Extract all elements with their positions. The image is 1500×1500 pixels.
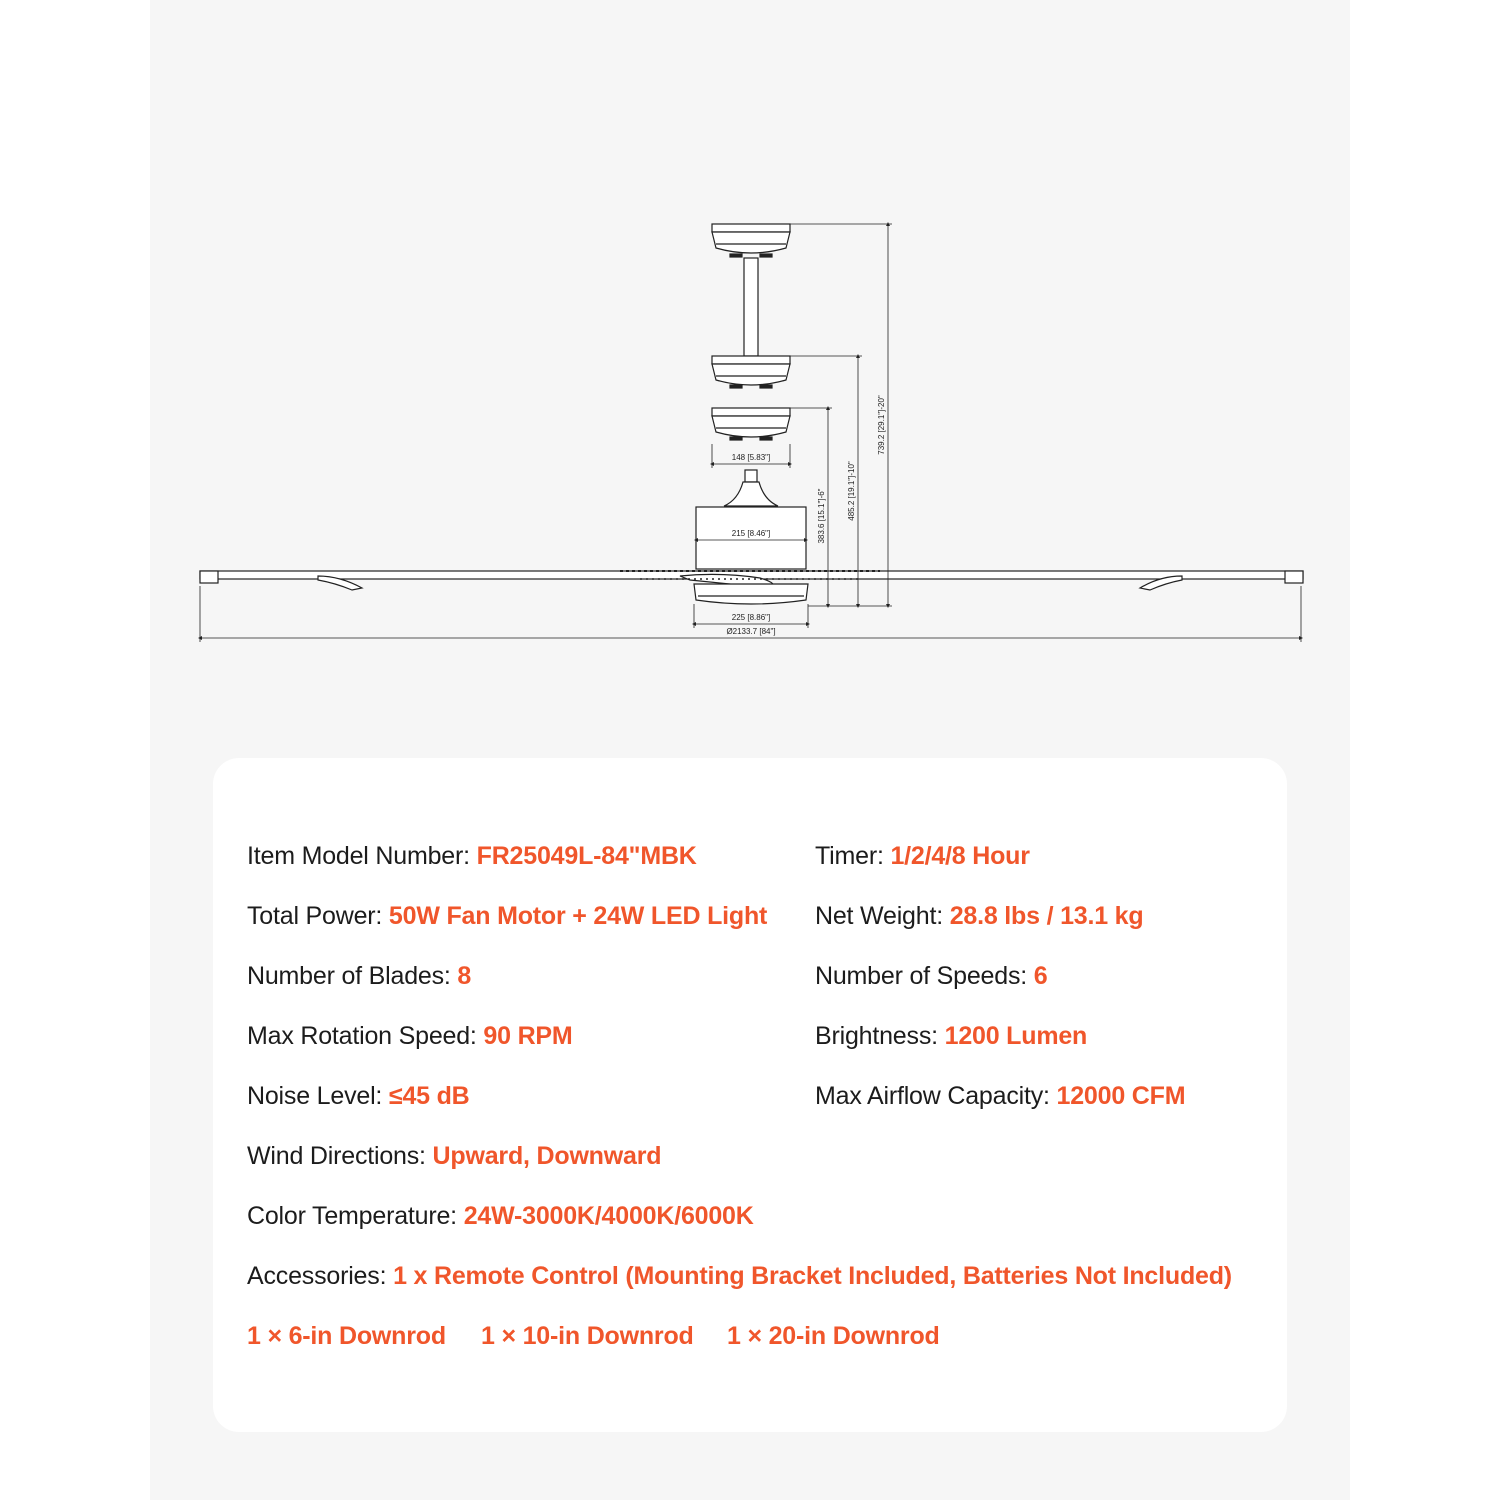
spec-label: Noise Level: [247, 1082, 383, 1110]
spec-value: 12000 CFM [1056, 1082, 1186, 1110]
spec-label: Max Airflow Capacity: [815, 1082, 1050, 1110]
spec-label: Item Model Number: [247, 842, 470, 870]
spec-label: Net Weight: [815, 902, 943, 930]
spec-label: Number of Blades: [247, 962, 451, 990]
spec-noise-level [247, 1082, 470, 1111]
spec-value: 1/2/4/8 Hour [890, 842, 1030, 870]
spec-value: Upward, Downward [432, 1142, 662, 1170]
spec-net-weight [815, 902, 1143, 931]
spec-label: Timer: [815, 842, 884, 870]
spec-label: Accessories: [247, 1262, 387, 1290]
canopy-middle [712, 356, 790, 388]
height-6in-label: 383.6 [15.1"]-6" [817, 488, 826, 544]
led-light-kit [694, 584, 808, 604]
spec-model-number [247, 842, 697, 871]
spec-label: Brightness: [815, 1022, 938, 1050]
accessory-downrod-6in: 1 × 6-in Downrod [247, 1322, 446, 1350]
spec-accessories [247, 1262, 1232, 1291]
spec-value: 8 [457, 962, 472, 990]
spec-value: 1200 Lumen [944, 1022, 1088, 1050]
spec-number-of-blades [247, 962, 471, 991]
spec-brightness [815, 1022, 1087, 1051]
spec-wind-directions [247, 1142, 661, 1171]
spec-value: 90 RPM [483, 1022, 573, 1050]
motor-housing [696, 507, 806, 569]
spec-max-rotation-speed [247, 1022, 573, 1051]
canopy-lower [712, 408, 790, 440]
accessory-downrod-20in: 1 × 20-in Downrod [727, 1322, 940, 1350]
spec-value: 6 [1033, 962, 1048, 990]
spec-value: 28.8 lbs / 13.1 kg [949, 902, 1144, 930]
spec-value: ≤45 dB [388, 1082, 470, 1110]
motor-neck [724, 470, 778, 506]
spec-label: Max Rotation Speed: [247, 1022, 477, 1050]
spec-value: FR25049L-84"MBK [476, 842, 697, 870]
spec-max-airflow [815, 1082, 1185, 1111]
spec-total-power [247, 902, 767, 931]
spec-label: Total Power: [247, 902, 383, 930]
spec-label: Number of Speeds: [815, 962, 1027, 990]
spec-timer [815, 842, 1030, 871]
canopy-width-label: 148 [5.83"] [731, 453, 771, 462]
downrod-20in [744, 258, 758, 356]
spec-label: Color Temperature: [247, 1202, 457, 1230]
spec-color-temperature [247, 1202, 754, 1231]
canopy-top [712, 224, 790, 257]
spec-number-of-speeds [815, 962, 1047, 991]
light-width-label: 225 [8.86"] [731, 613, 771, 622]
spec-value: 1 x Remote Control (Mounting Bracket Included, Batteries Not Included) [393, 1262, 1232, 1290]
spec-value: 24W-3000K/4000K/6000K [463, 1202, 754, 1230]
height-10in-label: 485.2 [19.1"]-10" [847, 461, 856, 521]
motor-width-label: 215 [8.46"] [731, 529, 771, 538]
spec-value: 50W Fan Motor + 24W LED Light [388, 902, 768, 930]
spec-label: Wind Directions: [247, 1142, 426, 1170]
accessory-downrod-10in: 1 × 10-in Downrod [481, 1322, 694, 1350]
overall-diameter-label: Ø2133.7 [84"] [726, 627, 776, 636]
fan-dimension-diagram [0, 0, 1500, 740]
height-20in-label: 739.2 [29.1"]-20" [877, 395, 886, 455]
